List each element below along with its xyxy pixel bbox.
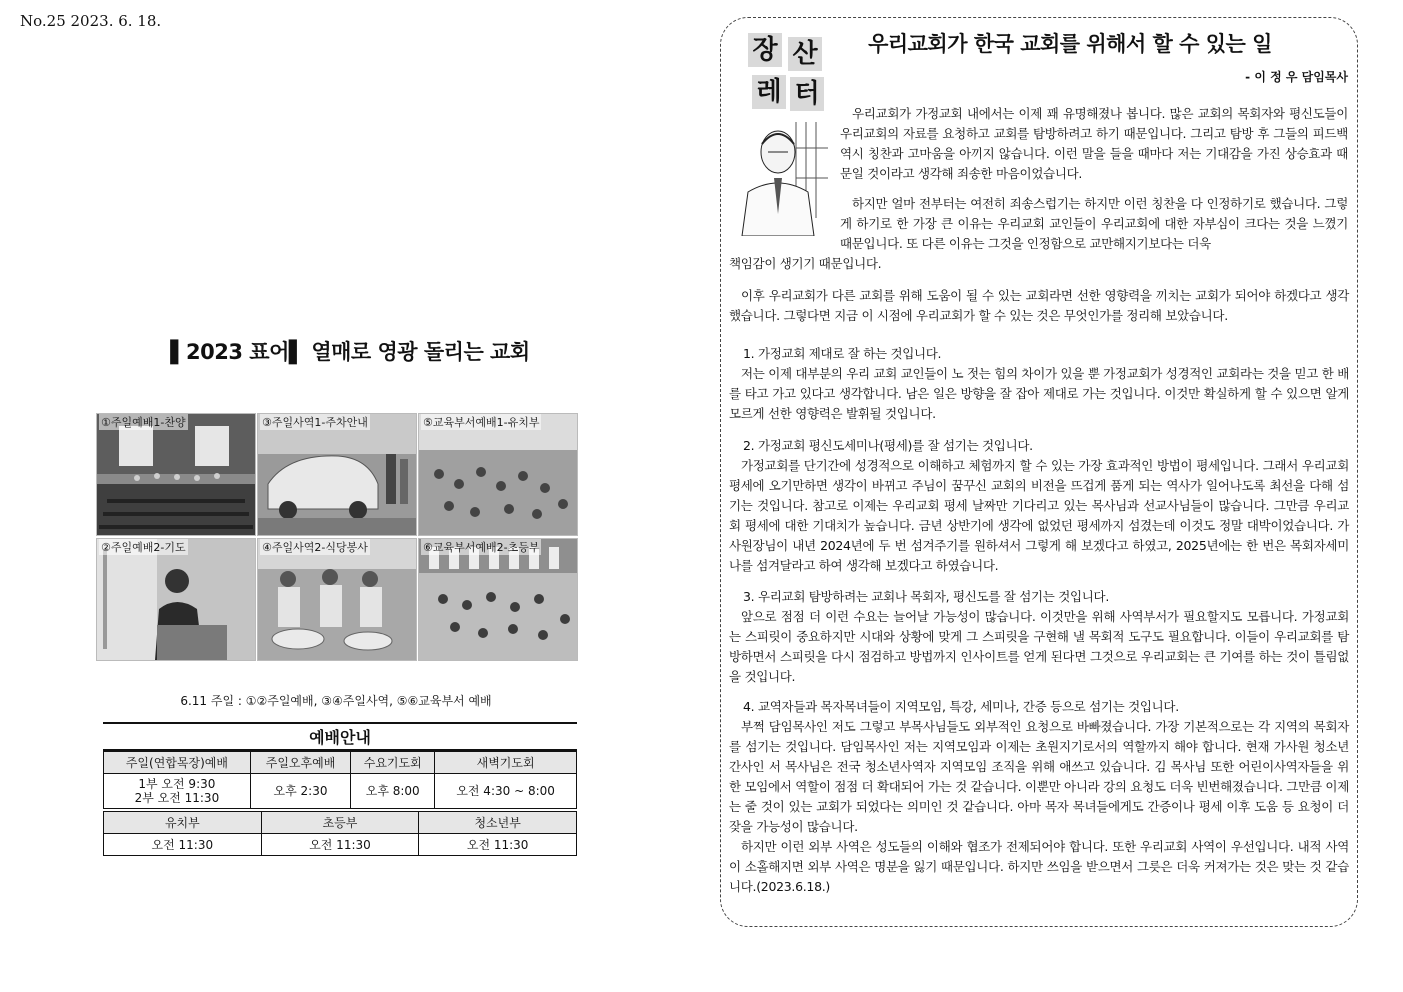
schedule-time — [104, 774, 251, 809]
stamp-char: 레 — [752, 75, 786, 109]
letter-paragraph: 책임감이 생기기 때문입니다. — [729, 256, 882, 271]
letter-point-body: 앞으로 점점 더 이런 수요는 늘어날 가능성이 많습니다. 이것만을 위해 사역부서가 필요할지도 모릅니다. 가정교회는 스피릿이 중요하지만 시대와 상황에 맞게 그 스피릿을 구현해 낼 목회적 도구도 필요합니다. 이들이 우리교회를 탐방하면서 스피릿을 다시 점검하고 방법까지 인사이트를 얻게 된다면 그것으로 우리교회는 큰 기여를 하는 것이 틀림없을 것입니다. — [729, 609, 1349, 684]
schedule-header: 초등부 — [261, 812, 419, 834]
schedule-time: 오후 2:30 — [250, 774, 350, 809]
schedule-header: 유치부 — [104, 812, 262, 834]
photo-caption-2: ②주일예배2-기도 — [101, 541, 186, 554]
service-time-second: 2부 오전 11:30 — [134, 791, 220, 805]
letter-point-body: 저는 이제 대부분의 우리 교회 교인들이 노 젓는 힘의 차이가 있을 뿐 가정교회가 성경적인 교회라는 것을 믿고 한 배를 타고 가고 있다고 생각합니다. 남은 일은 방향을 잘 잡아 제대로 가는 것입니다. 이것만 확실하게 할 수 있으면 알게 모르게 선한 영향력은 발휘될 것입니다. — [729, 366, 1349, 421]
stamp-char: 장 — [748, 33, 782, 67]
letter-paragraph: 우리교회가 가정교회 내에서는 이제 꽤 유명해졌나 봅니다. 많은 교회의 목회자와 평신도들이 우리교회의 자료를 요청하고 교회를 탐방하려고 하기 때문입니다. 그리고 탐방 후 그들의 피드백 역시 칭찬과 고마움을 아끼지 않습니다. 이런 말을 들을 때마다 저는 기대감을 가진 상승효과 때문일 것이라고 생각해 죄송한 마음이었습니다. — [840, 106, 1348, 181]
photo-kitchen-service — [257, 538, 417, 661]
letter-closing-paragraph: 하지만 이런 외부 사역은 성도들의 이해와 협조가 전제되어야 합니다. 또한 우리교회 사역이 우선입니다. 내적 사역이 소홀해지면 외부 사역은 명분을 잃기 때문입니다. 하지만 쓰임을 받으면서 그릇은 더욱 커져가는 것은 맞는 것 같습니다.(2023.6.18.) — [729, 839, 1349, 894]
schedule-header: 주일(연합목장)예배 — [104, 752, 251, 774]
photo-parking-guide — [257, 413, 417, 536]
schedule-header: 청소년부 — [419, 812, 577, 834]
schedule-time: 오전 11:30 — [419, 834, 577, 856]
letter-point-heading: 1. 가정교회 제대로 잘 하는 것입니다. — [743, 346, 942, 361]
stamp-char: 터 — [790, 77, 824, 111]
church-motto: ▌2023 표어▌ 열매로 영광 돌리는 교회 — [170, 340, 530, 364]
letter-paragraph: 이후 우리교회가 다른 교회를 위해 도움이 될 수 있는 교회라면 선한 영향력을 끼치는 교회가 되어야 하겠다고 생각했습니다. 그렇다면 지금 이 시점에 우리교회가 할 수 있는 것은 무엇인가를 정리해 보았습니다. — [729, 288, 1349, 323]
photo-caption-5: ⑤교육부서예배1-유치부 — [423, 416, 540, 429]
photo-elementary-service — [418, 538, 578, 661]
photo-caption-1: ①주일예배1-찬양 — [101, 416, 186, 429]
schedule-time: 오전 4:30 ~ 8:00 — [435, 774, 577, 809]
schedule-time: 오전 11:30 — [104, 834, 262, 856]
service-time-first: 1부 오전 9:30 — [138, 777, 216, 791]
letter-point-heading: 2. 가정교회 평신도세미나(평세)를 잘 섬기는 것입니다. — [743, 438, 1033, 453]
worship-schedule — [103, 722, 577, 856]
schedule-header: 새벽기도회 — [435, 752, 577, 774]
photo-caption-3: ③주일사역1-주차안내 — [262, 416, 368, 429]
letter-point-body: 부쩍 담임목사인 저도 그렇고 부목사님들도 외부적인 요청으로 바빠졌습니다. 가장 기본적으로는 각 지역의 목회자를 섬기는 것입니다. 담임목사인 저는 지역모임과 이제는 초원지기로서의 역할까지 해야 합니다. 현재 가사원 청소년 간사인 서 목사님은 전국 청소년사역자 지역모임 조직을 위해 애쓰고 있습니다. 김 목사님 또한 어린이사역자들을 위한 모임에서 역할이 점점 더 확대되어 가는 것 같습니다. 이뿐만 아니라 강의 요청도 더욱 빈번해졌습니다. 그만큼 이제는 줄 것이 있는 교회가 되었다는 의미인 것 같습니다. 아마 목자 목녀들에게도 간증이나 평세 이후 도움 등 요청이 더 잦을 가능성이 많습니다. — [729, 719, 1349, 834]
photo-caption-6: ⑥교육부서예배2-초등부 — [423, 541, 540, 554]
pastor-portrait-icon — [734, 118, 828, 236]
schedule-header: 수요기도회 — [351, 752, 435, 774]
stamp-char: 산 — [788, 37, 822, 71]
schedule-table-education — [103, 811, 577, 856]
schedule-table — [103, 751, 577, 809]
photo-summary-caption: 6.11 주일 : ①②주일예배, ③④주일사역, ⑤⑥교육부서 예배 — [180, 694, 492, 708]
letter-paragraph: 하지만 얼마 전부터는 여전히 죄송스럽기는 하지만 이런 칭찬을 다 인정하기로 했습니다. 그렇게 하기로 한 가장 큰 이유는 우리교회 교인들이 우리교회에 대한 자부심이 크다는 것을 느꼈기 때문입니다. 또 다른 이유는 그것을 인정함으로 교만해지기보다는 더욱 — [840, 196, 1348, 251]
letter-point-body: 가정교회를 단기간에 성경적으로 이해하고 체험까지 할 수 있는 가장 효과적인 방법이 평세입니다. 그래서 우리교회 평세에 오기만하면 생각이 바뀌고 주님이 꿈꾸신 교회의 비전을 뜨겁게 품게 되는 역사가 일어나도록 최선을 다해 섬기는 것입니다. 참고로 이제는 우리교회 평세 날짜만 기다리고 있는 목사님과 선교사님들이 많습니다. 그만큼 우리교회 평세에 대한 기대치가 높습니다. 금년 상반기에 생각에 없었던 평세까지 섬겼는데 이것도 정말 대박이었습니다. 가사원장님이 내년 2024년에 두 번 섬겨주기를 원하셔서 그렇게 해 보겠다고 하였고, 2025년에는 한 번은 목회자세미나를 섬겨달라고 하여 생각해 보겠다고 하였습니다. — [729, 458, 1349, 573]
photo-worship-prayer — [96, 538, 256, 661]
letter-point-heading: 4. 교역자들과 목자목녀들이 지역모임, 특강, 세미나, 간증 등으로 섬기는 것입니다. — [743, 699, 1179, 714]
issue-number: No.25 2023. 6. 18. — [20, 12, 162, 30]
letter-point-heading: 3. 우리교회 탐방하려는 교회나 목회자, 평신도를 잘 섬기는 것입니다. — [743, 589, 1109, 604]
letter-author: - 이 정 우 담임목사 — [1245, 70, 1348, 84]
letter-title: 우리교회가 한국 교회를 위해서 할 수 있는 일 — [868, 32, 1272, 56]
photo-caption-4: ④주일사역2-식당봉사 — [262, 541, 368, 554]
schedule-title: 예배안내 — [103, 722, 577, 751]
schedule-header: 주일오후예배 — [250, 752, 350, 774]
schedule-time: 오후 8:00 — [351, 774, 435, 809]
schedule-time: 오전 11:30 — [261, 834, 419, 856]
photo-kindergarten-service — [418, 413, 578, 536]
photo-grid — [96, 413, 576, 661]
photo-worship-praise — [96, 413, 256, 536]
